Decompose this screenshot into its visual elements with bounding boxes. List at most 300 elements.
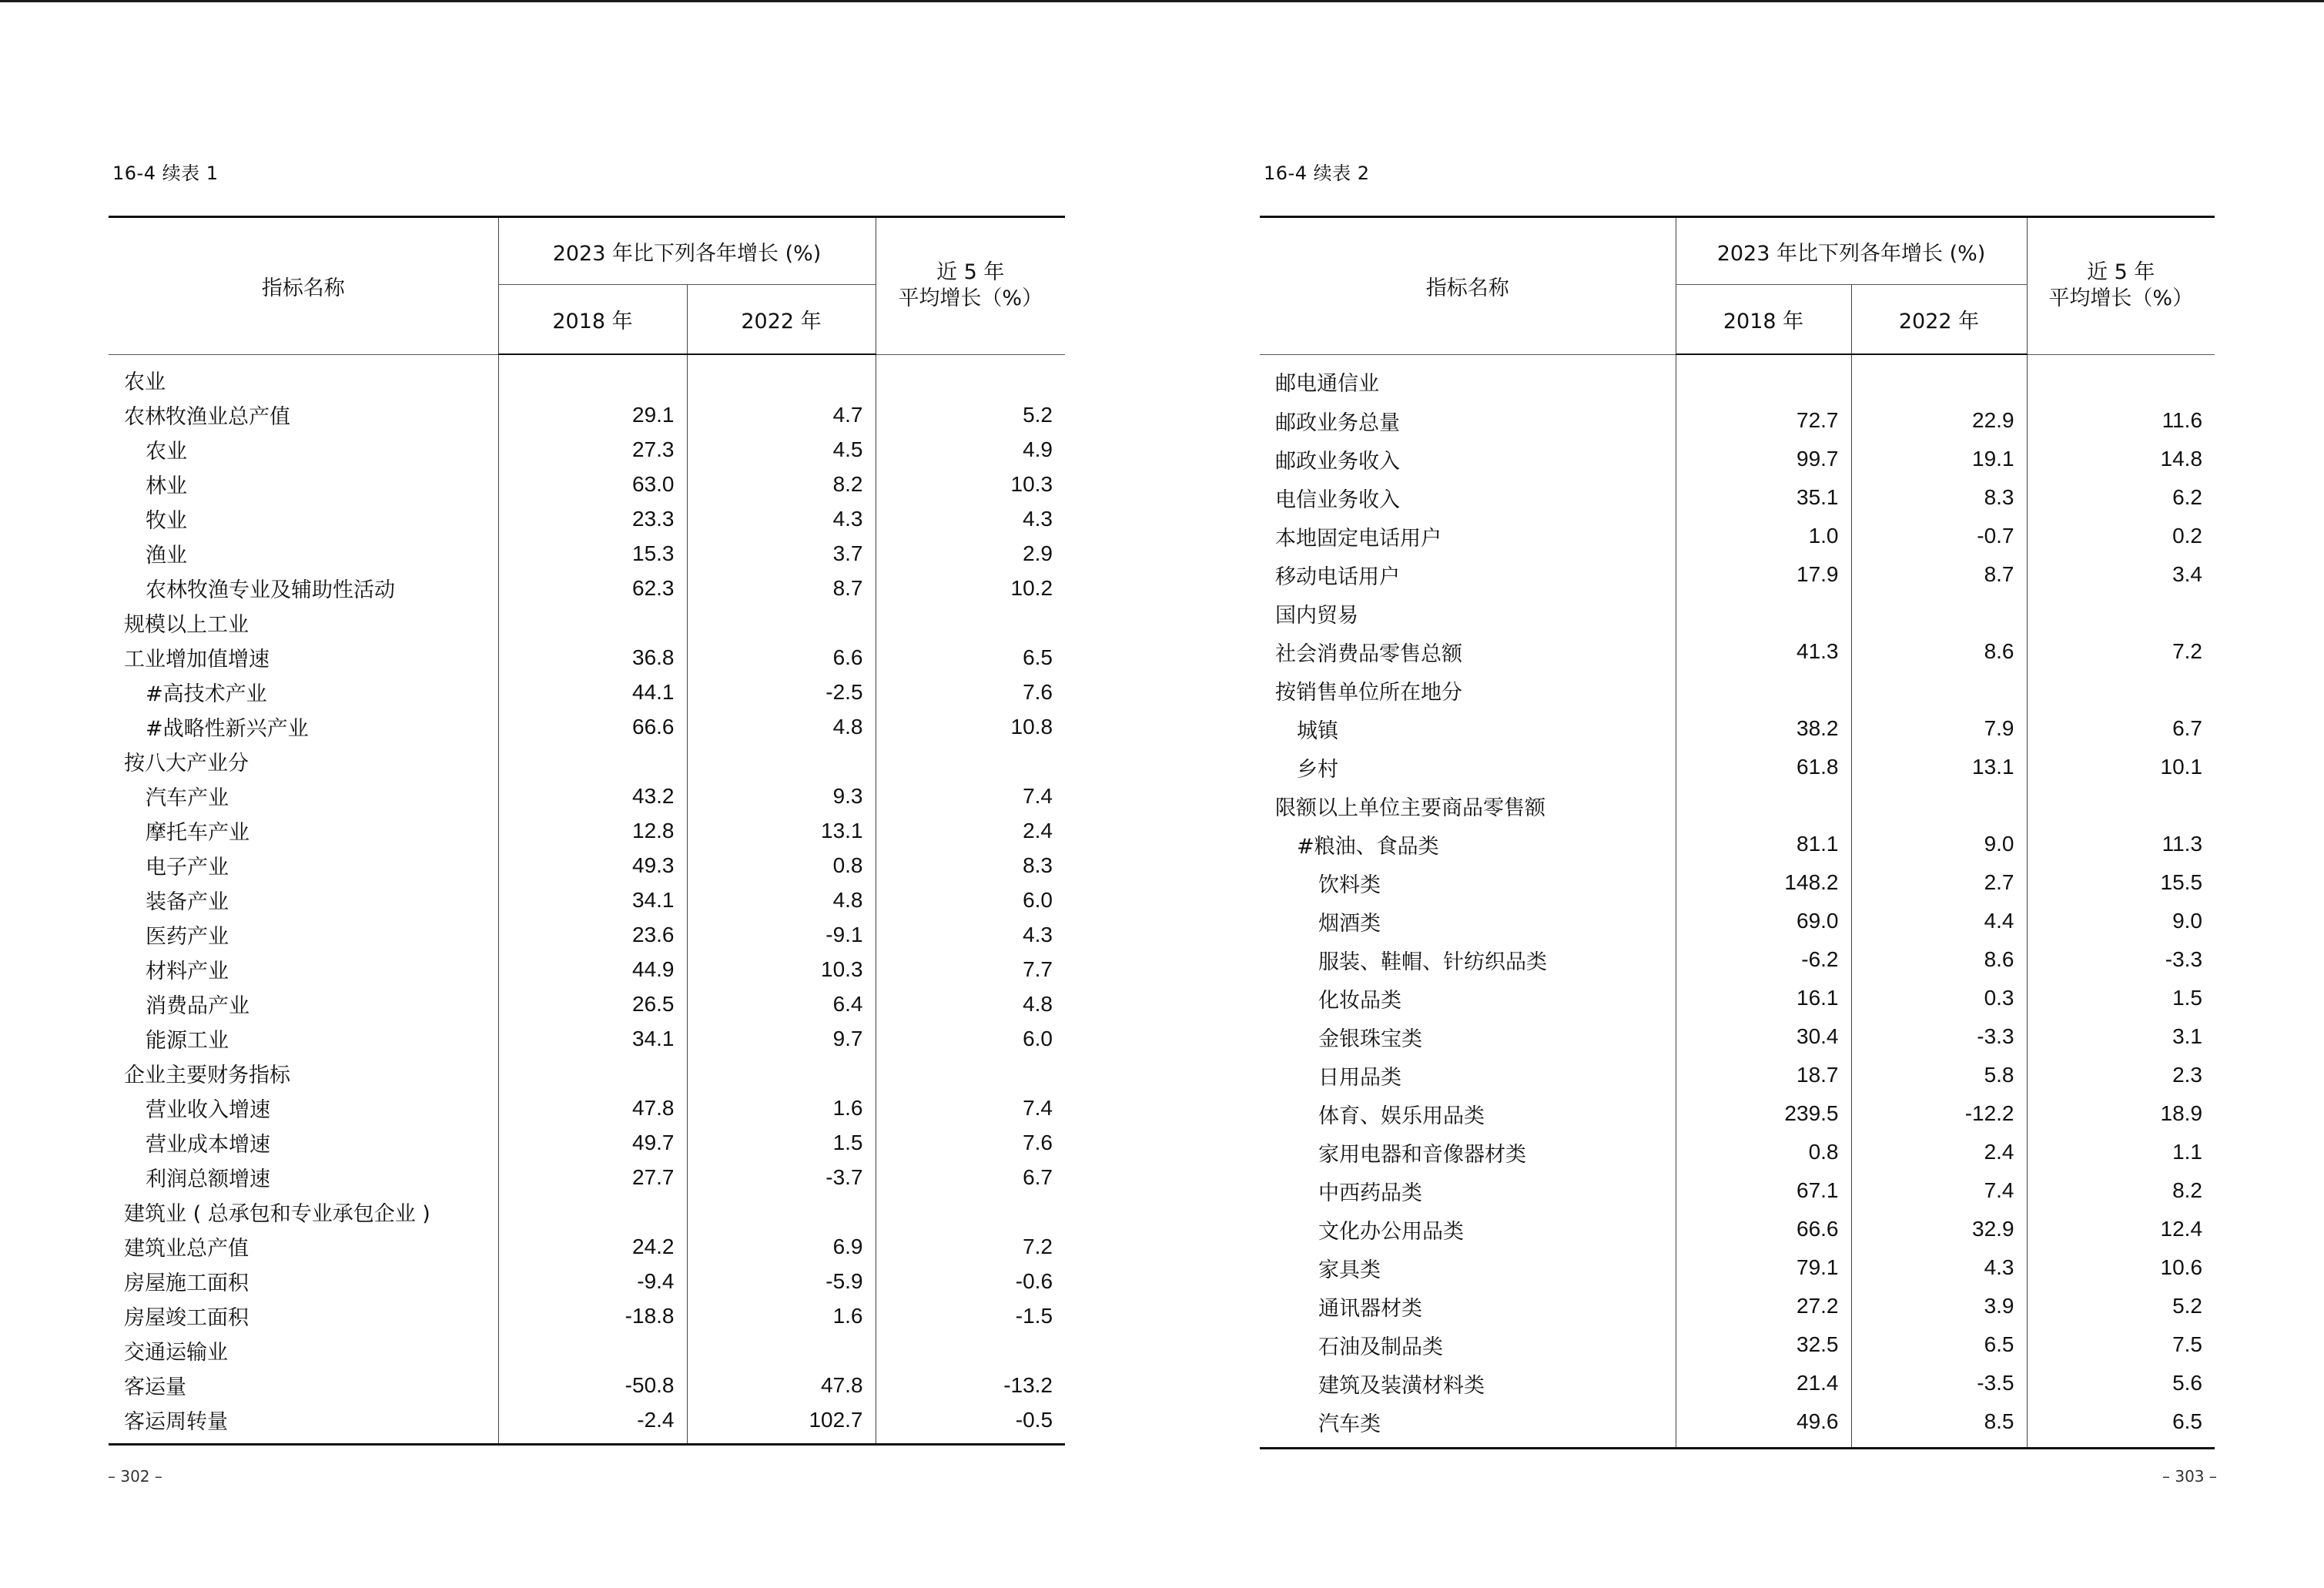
table-row	[109, 536, 1065, 571]
row-label: 中西药品类	[1318, 1181, 1422, 1205]
row-label: 社会消费品零售总额	[1275, 642, 1462, 666]
row-label: 化妆品类	[1318, 988, 1401, 1013]
cell-2018: -18.8	[498, 1298, 687, 1333]
row-label: 装备产业	[146, 890, 229, 914]
row-label: 牧业	[146, 509, 187, 533]
cell-2022	[1851, 786, 2027, 825]
cell-2018: 23.3	[498, 501, 687, 536]
header-growth-group: 2023 年比下列各年增长 (%)	[498, 217, 876, 285]
table-row	[1260, 1364, 2215, 1402]
table-row	[109, 354, 1065, 397]
cell-2018	[498, 354, 687, 397]
cell-2022: 4.3	[687, 501, 876, 536]
row-label: 房屋施工面积	[124, 1271, 249, 1295]
cell-2018: -50.8	[498, 1368, 687, 1402]
cell-five-year-avg: 8.2	[2027, 1171, 2215, 1210]
cell-2018: 67.1	[1676, 1171, 1851, 1210]
cell-2018: 0.8	[1676, 1133, 1851, 1171]
cell-five-year-avg	[2027, 594, 2215, 632]
header-year-2018: 2018 年	[1676, 285, 1851, 355]
cell-2018: 49.7	[498, 1125, 687, 1160]
cell-five-year-avg	[876, 354, 1065, 397]
table-caption-right: 16-4 续表 2	[1264, 162, 1370, 184]
cell-five-year-avg: 1.1	[2027, 1133, 2215, 1171]
table-row	[109, 987, 1065, 1021]
row-label: 邮电通信业	[1275, 372, 1379, 397]
row-label: 国内贸易	[1275, 603, 1358, 628]
cell-2022: 102.7	[687, 1402, 876, 1445]
cell-five-year-avg: 7.7	[876, 952, 1065, 987]
cell-2022	[687, 1056, 876, 1090]
row-label: 移动电话用户	[1275, 565, 1400, 589]
row-label: 邮政业务收入	[1275, 449, 1400, 474]
table-row	[1260, 1094, 2215, 1133]
row-label: 林业	[146, 474, 187, 498]
cell-five-year-avg: 1.5	[2027, 979, 2215, 1017]
table-row	[1260, 863, 2215, 902]
table-row	[109, 1160, 1065, 1194]
cell-2022: 8.5	[1851, 1402, 2027, 1449]
table-row	[109, 467, 1065, 501]
row-label: 客运量	[124, 1375, 186, 1399]
cell-five-year-avg: 7.5	[2027, 1325, 2215, 1364]
cell-five-year-avg: 4.3	[876, 917, 1065, 952]
cell-2022: -3.7	[687, 1160, 876, 1194]
cell-2022: 19.1	[1851, 440, 2027, 478]
row-label: 渔业	[146, 544, 187, 568]
table-row	[1260, 632, 2215, 671]
cell-2018	[1676, 786, 1851, 825]
cell-2022: 6.6	[687, 640, 876, 675]
row-label: 文化办公用品类	[1318, 1219, 1464, 1244]
cell-2018	[498, 1194, 687, 1229]
data-table-right	[1260, 216, 2215, 1449]
table-row	[1260, 940, 2215, 979]
cell-five-year-avg: 11.3	[2027, 825, 2215, 863]
row-label: 消费品产业	[146, 994, 249, 1018]
row-label: 材料产业	[146, 960, 229, 983]
cell-2022	[687, 1333, 876, 1368]
cell-2018: 26.5	[498, 987, 687, 1021]
row-label: 体育、娱乐用品类	[1318, 1104, 1485, 1128]
cell-five-year-avg: 18.9	[2027, 1094, 2215, 1133]
cell-2022	[687, 744, 876, 779]
cell-2022: 6.5	[1851, 1325, 2027, 1364]
cell-2022	[1851, 594, 2027, 632]
cell-2018: 79.1	[1676, 1248, 1851, 1287]
row-label: 规模以上工业	[124, 613, 249, 637]
table-row	[1260, 1402, 2215, 1449]
cell-five-year-avg: 4.3	[876, 501, 1065, 536]
cell-2018: 44.1	[498, 675, 687, 709]
cell-2018: 21.4	[1676, 1364, 1851, 1402]
row-label: 电信业务收入	[1275, 487, 1400, 512]
cell-2022: 9.3	[687, 779, 876, 813]
header-avg-line2: 平均增长（%）	[898, 286, 1043, 311]
cell-2018: 44.9	[498, 952, 687, 987]
cell-five-year-avg: 3.1	[2027, 1017, 2215, 1056]
cell-five-year-avg: 4.9	[876, 432, 1065, 467]
cell-2022: 8.3	[1851, 478, 2027, 517]
cell-2022: 4.8	[687, 709, 876, 744]
table-row	[109, 744, 1065, 779]
table-row	[1260, 748, 2215, 786]
row-label: 农业	[124, 370, 166, 394]
cell-five-year-avg: -0.6	[876, 1264, 1065, 1298]
cell-2022: 10.3	[687, 952, 876, 987]
cell-2018: 99.7	[1676, 440, 1851, 478]
cell-2018: 43.2	[498, 779, 687, 813]
table-row	[1260, 354, 2215, 401]
row-label: 农业	[146, 440, 187, 464]
cell-2022: 22.9	[1851, 401, 2027, 440]
row-label: 金银珠宝类	[1318, 1027, 1422, 1051]
table-row	[1260, 594, 2215, 632]
table-row	[1260, 555, 2215, 594]
cell-five-year-avg: 6.0	[876, 883, 1065, 917]
cell-2018: -6.2	[1676, 940, 1851, 979]
row-label: 营业收入增速	[146, 1098, 270, 1122]
cell-five-year-avg: 10.8	[876, 709, 1065, 744]
row-label: 营业成本增速	[146, 1133, 270, 1157]
table-row	[1260, 517, 2215, 555]
header-year-2022: 2022 年	[687, 285, 876, 355]
table-row	[109, 779, 1065, 813]
cell-five-year-avg: 10.6	[2027, 1248, 2215, 1287]
cell-2022: 7.9	[1851, 709, 2027, 748]
cell-five-year-avg: 10.3	[876, 467, 1065, 501]
cell-five-year-avg: 5.6	[2027, 1364, 2215, 1402]
cell-2022: 7.4	[1851, 1171, 2027, 1210]
header-avg-line1: 近 5 年	[936, 260, 1005, 285]
cell-2018: 30.4	[1676, 1017, 1851, 1056]
cell-2022: 1.6	[687, 1090, 876, 1125]
cell-2018: 18.7	[1676, 1056, 1851, 1094]
cell-2018: 32.5	[1676, 1325, 1851, 1364]
row-label: 本地固定电话用户	[1275, 526, 1442, 551]
cell-2022: 47.8	[687, 1368, 876, 1402]
cell-five-year-avg	[876, 744, 1065, 779]
page-number-right: – 303 –	[2162, 1467, 2217, 1486]
header-five-year-avg	[2027, 217, 2215, 355]
table-row	[109, 640, 1065, 675]
table-row	[1260, 825, 2215, 863]
cell-2018: 17.9	[1676, 555, 1851, 594]
table-row	[1260, 979, 2215, 1017]
row-label: 烟酒类	[1318, 911, 1381, 936]
row-label: 按销售单位所在地分	[1275, 680, 1462, 705]
cell-2018: 49.3	[498, 848, 687, 883]
cell-five-year-avg: 9.0	[2027, 902, 2215, 940]
cell-2018	[1676, 594, 1851, 632]
row-label: 乡村	[1297, 757, 1338, 782]
row-label: 利润总额增速	[146, 1168, 270, 1191]
table-row	[109, 1090, 1065, 1125]
table-row	[109, 1021, 1065, 1056]
table-row	[1260, 1287, 2215, 1325]
cell-five-year-avg	[876, 1056, 1065, 1090]
table-row	[1260, 1056, 2215, 1094]
header-year-2018: 2018 年	[498, 285, 687, 355]
cell-five-year-avg: 12.4	[2027, 1210, 2215, 1248]
cell-five-year-avg: 15.5	[2027, 863, 2215, 902]
table-row	[109, 1056, 1065, 1090]
table-row	[109, 1298, 1065, 1333]
table-caption-left: 16-4 续表 1	[112, 162, 219, 184]
cell-2022: 9.0	[1851, 825, 2027, 863]
cell-2022: -3.3	[1851, 1017, 2027, 1056]
table-row	[109, 1125, 1065, 1160]
row-label: 摩托车产业	[146, 821, 249, 845]
cell-2022: 1.5	[687, 1125, 876, 1160]
row-label: 家具类	[1318, 1258, 1381, 1282]
cell-five-year-avg: 7.2	[2027, 632, 2215, 671]
table-row	[109, 501, 1065, 536]
cell-2022: 5.8	[1851, 1056, 2027, 1094]
table-row	[1260, 440, 2215, 478]
cell-2022: 4.4	[1851, 902, 2027, 940]
table-row	[109, 1368, 1065, 1402]
data-table-left	[109, 216, 1065, 1446]
cell-five-year-avg: 5.2	[2027, 1287, 2215, 1325]
header-avg-line1: 近 5 年	[2087, 260, 2155, 285]
cell-five-year-avg	[876, 1194, 1065, 1229]
cell-2022: -5.9	[687, 1264, 876, 1298]
row-label: 饮料类	[1318, 873, 1381, 897]
cell-2022: 3.9	[1851, 1287, 2027, 1325]
cell-2022: 13.1	[1851, 748, 2027, 786]
table-row	[1260, 478, 2215, 517]
row-label: 客运周转量	[109, 1402, 498, 1445]
row-label: 能源工业	[146, 1029, 229, 1053]
cell-five-year-avg: 7.4	[876, 1090, 1065, 1125]
header-avg-line2: 平均增长（%）	[2048, 286, 2194, 311]
row-label: 限额以上单位主要商品零售额	[1275, 796, 1545, 820]
cell-five-year-avg: -0.5	[876, 1402, 1065, 1445]
table-row	[1260, 1017, 2215, 1056]
cell-2022: -12.2	[1851, 1094, 2027, 1133]
table-row	[109, 1194, 1065, 1229]
cell-2018: 81.1	[1676, 825, 1851, 863]
cell-2018: 16.1	[1676, 979, 1851, 1017]
table-row	[109, 709, 1065, 744]
cell-2018: 34.1	[498, 883, 687, 917]
table-row	[109, 432, 1065, 467]
cell-2022: 32.9	[1851, 1210, 2027, 1248]
cell-2022: 8.7	[1851, 555, 2027, 594]
cell-2018: 47.8	[498, 1090, 687, 1125]
cell-2022: 8.7	[687, 571, 876, 605]
row-label: 服装、鞋帽、针纺织品类	[1318, 950, 1547, 974]
table-row	[109, 675, 1065, 709]
table-row	[1260, 709, 2215, 748]
page-number-left: – 302 –	[108, 1467, 162, 1486]
cell-2018: 35.1	[1676, 478, 1851, 517]
row-label: 邮政业务总量	[1275, 410, 1400, 435]
row-label: 石油及制品类	[1318, 1335, 1443, 1359]
table-row	[1260, 902, 2215, 940]
cell-2018: 12.8	[498, 813, 687, 848]
cell-five-year-avg: 7.4	[876, 779, 1065, 813]
table-row	[1260, 1171, 2215, 1210]
cell-2022: 4.3	[1851, 1248, 2027, 1287]
cell-2018: 41.3	[1676, 632, 1851, 671]
cell-five-year-avg: -3.3	[2027, 940, 2215, 979]
cell-2022	[1851, 671, 2027, 709]
row-label: 工业增加值增速	[124, 648, 270, 672]
cell-five-year-avg: 11.6	[2027, 401, 2215, 440]
cell-five-year-avg	[2027, 671, 2215, 709]
row-label: 农林牧渔业总产值	[124, 405, 290, 429]
cell-2022	[687, 605, 876, 640]
cell-2018: 34.1	[498, 1021, 687, 1056]
cell-2018: 66.6	[1676, 1210, 1851, 1248]
cell-2018: 72.7	[1676, 401, 1851, 440]
table-row	[109, 571, 1065, 605]
cell-2018	[498, 1056, 687, 1090]
cell-five-year-avg: 6.5	[876, 640, 1065, 675]
row-label: 建筑及装潢材料类	[1318, 1373, 1485, 1398]
table-row	[1260, 671, 2215, 709]
cell-2018: 27.2	[1676, 1287, 1851, 1325]
cell-five-year-avg	[2027, 786, 2215, 825]
cell-2018: 27.7	[498, 1160, 687, 1194]
header-growth-group: 2023 年比下列各年增长 (%)	[1676, 217, 2027, 285]
table-row	[109, 1264, 1065, 1298]
cell-2018: 15.3	[498, 536, 687, 571]
cell-2022: 8.6	[1851, 632, 2027, 671]
table-row	[109, 397, 1065, 432]
cell-2022: 3.7	[687, 536, 876, 571]
cell-five-year-avg: 3.4	[2027, 555, 2215, 594]
cell-2022	[687, 354, 876, 397]
cell-2018: 38.2	[1676, 709, 1851, 748]
cell-2022: 2.7	[1851, 863, 2027, 902]
cell-five-year-avg: 10.1	[2027, 748, 2215, 786]
table-row	[1260, 1325, 2215, 1364]
cell-2022: 6.4	[687, 987, 876, 1021]
row-label: 日用品类	[1318, 1065, 1401, 1090]
top-border-line	[0, 0, 2324, 2]
row-label: 农林牧渔专业及辅助性活动	[146, 578, 395, 602]
cell-2022: -2.5	[687, 675, 876, 709]
table-row	[1260, 786, 2215, 825]
row-label: 建筑业 ( 总承包和专业承包企业 )	[124, 1202, 430, 1226]
row-label: 交通运输业	[124, 1341, 228, 1365]
cell-2022: 0.3	[1851, 979, 2027, 1017]
cell-five-year-avg: -13.2	[876, 1368, 1065, 1402]
cell-2022: 13.1	[687, 813, 876, 848]
row-label: 城镇	[1297, 719, 1338, 743]
cell-2022: 4.5	[687, 432, 876, 467]
cell-five-year-avg: 0.2	[2027, 517, 2215, 555]
cell-five-year-avg	[2027, 354, 2215, 401]
cell-2022: -9.1	[687, 917, 876, 952]
cell-five-year-avg: 6.2	[2027, 478, 2215, 517]
header-indicator-name: 指标名称	[1260, 217, 1676, 355]
cell-2018: 23.6	[498, 917, 687, 952]
table-row	[109, 952, 1065, 987]
cell-2018: 24.2	[498, 1229, 687, 1264]
cell-five-year-avg: 8.3	[876, 848, 1065, 883]
header-five-year-avg	[876, 217, 1065, 355]
cell-five-year-avg: 2.3	[2027, 1056, 2215, 1094]
table-row	[109, 917, 1065, 952]
table-row	[109, 813, 1065, 848]
row-label: 企业主要财务指标	[124, 1064, 290, 1087]
table-row	[109, 883, 1065, 917]
row-label: 房屋竣工面积	[124, 1306, 249, 1330]
row-label: 家用电器和音像器材类	[1318, 1142, 1526, 1167]
cell-2022	[687, 1194, 876, 1229]
cell-2018	[498, 605, 687, 640]
cell-five-year-avg: 7.6	[876, 675, 1065, 709]
cell-five-year-avg	[876, 1333, 1065, 1368]
table-row	[109, 1333, 1065, 1368]
cell-2018: 36.8	[498, 640, 687, 675]
cell-2022: 4.8	[687, 883, 876, 917]
cell-2018	[498, 1333, 687, 1368]
table-row	[1260, 401, 2215, 440]
cell-five-year-avg: 14.8	[2027, 440, 2215, 478]
cell-2018: 63.0	[498, 467, 687, 501]
cell-2022: 8.6	[1851, 940, 2027, 979]
cell-2022: 0.8	[687, 848, 876, 883]
cell-2022: 1.6	[687, 1298, 876, 1333]
cell-2018: 27.3	[498, 432, 687, 467]
table-row	[1260, 1210, 2215, 1248]
row-label: #战略性新兴产业	[146, 717, 309, 741]
row-label: #高技术产业	[146, 682, 267, 706]
cell-2022: 9.7	[687, 1021, 876, 1056]
cell-2022: 2.4	[1851, 1133, 2027, 1171]
cell-2022: 6.9	[687, 1229, 876, 1264]
cell-five-year-avg: 2.9	[876, 536, 1065, 571]
cell-2018: -2.4	[498, 1402, 687, 1445]
row-label: 建筑业总产值	[124, 1237, 249, 1261]
table-row	[1260, 1248, 2215, 1287]
table-row	[109, 1402, 1065, 1445]
row-label: 汽车产业	[146, 786, 229, 810]
cell-2022	[1851, 354, 2027, 401]
cell-five-year-avg: 10.2	[876, 571, 1065, 605]
cell-five-year-avg: 4.8	[876, 987, 1065, 1021]
cell-five-year-avg: 7.2	[876, 1229, 1065, 1264]
cell-2022: -3.5	[1851, 1364, 2027, 1402]
cell-five-year-avg: -1.5	[876, 1298, 1065, 1333]
header-indicator-name: 指标名称	[109, 217, 498, 355]
row-label: 电子产业	[146, 856, 229, 879]
row-label: 通讯器材类	[1318, 1296, 1422, 1321]
cell-2018: 69.0	[1676, 902, 1851, 940]
cell-five-year-avg: 6.7	[2027, 709, 2215, 748]
cell-2018: 29.1	[498, 397, 687, 432]
table-row	[109, 605, 1065, 640]
row-label: 汽车类	[1260, 1402, 1676, 1449]
table-row	[109, 848, 1065, 883]
cell-2022: 8.2	[687, 467, 876, 501]
cell-2018	[1676, 671, 1851, 709]
row-label: 医药产业	[146, 925, 229, 949]
cell-2018: 1.0	[1676, 517, 1851, 555]
cell-2018: -9.4	[498, 1264, 687, 1298]
table-row	[1260, 1133, 2215, 1171]
cell-2018: 239.5	[1676, 1094, 1851, 1133]
header-year-2022: 2022 年	[1851, 285, 2027, 355]
cell-2018	[498, 744, 687, 779]
cell-five-year-avg: 7.6	[876, 1125, 1065, 1160]
cell-five-year-avg	[876, 605, 1065, 640]
